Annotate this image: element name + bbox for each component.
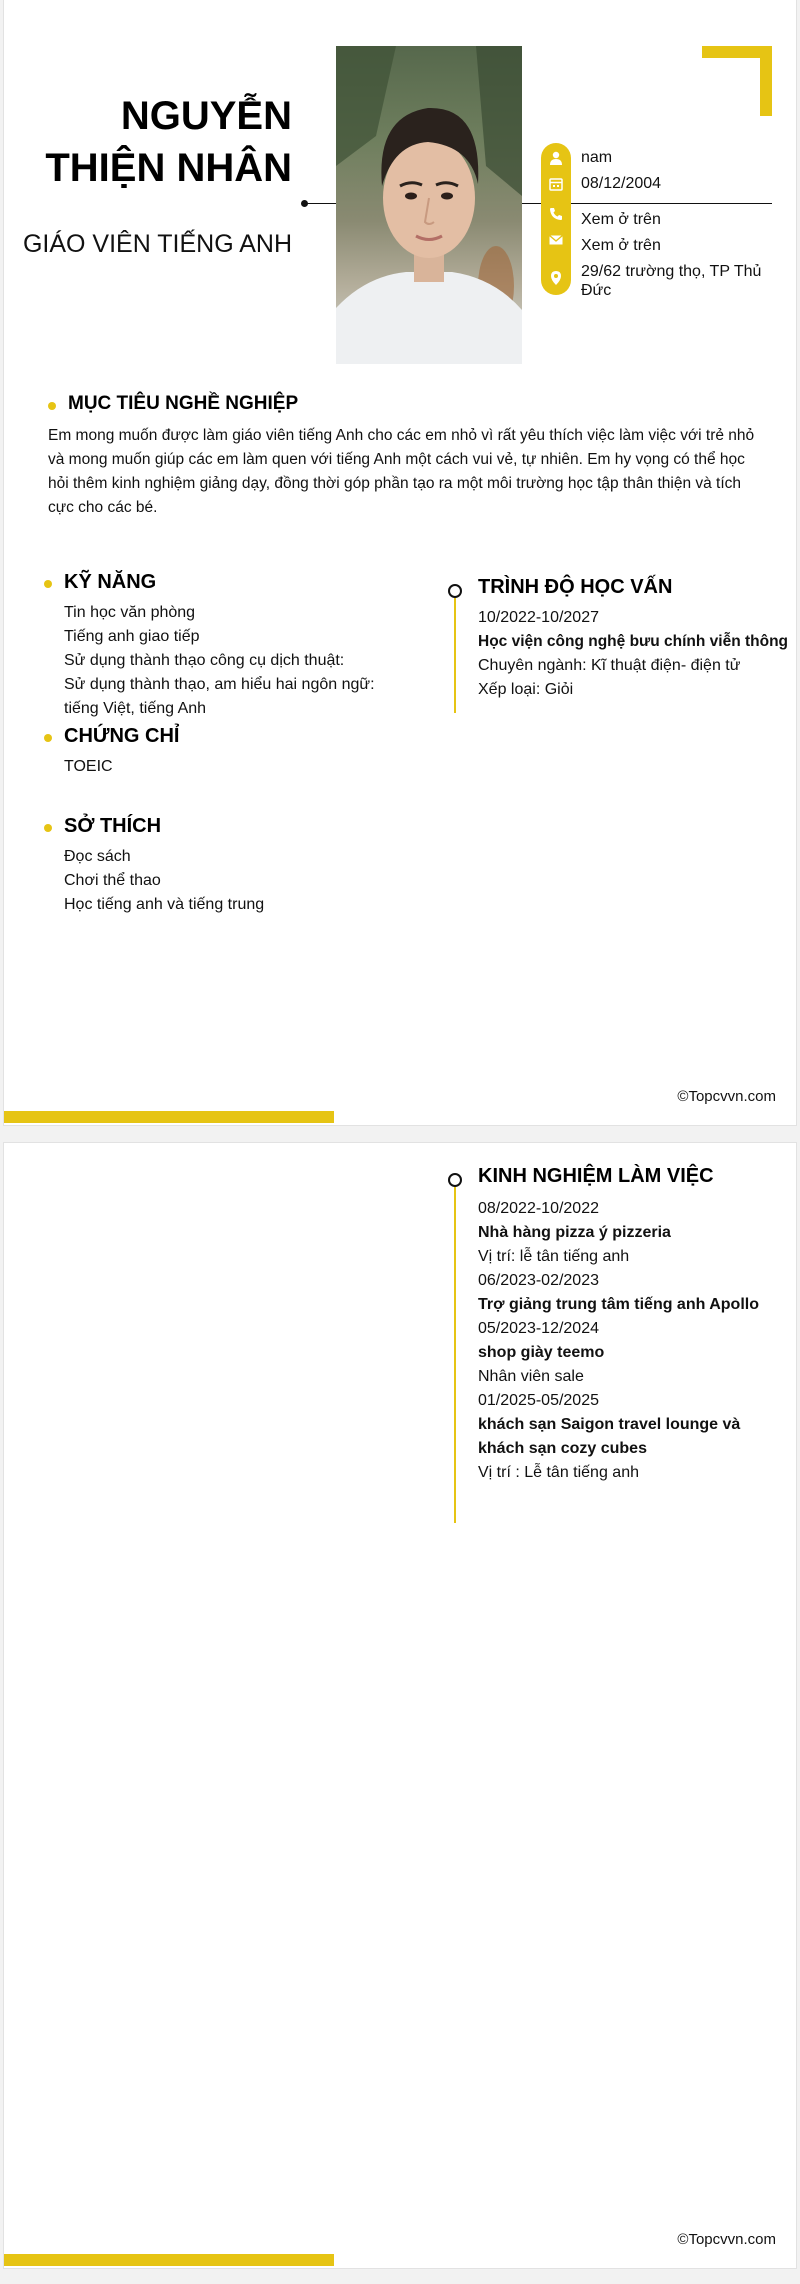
list-item: Tin học văn phòng xyxy=(64,604,196,621)
certificates-title: CHỨNG CHỈ xyxy=(64,725,180,747)
timeline-circle xyxy=(448,1173,462,1187)
job-role: Nhân viên sale xyxy=(478,1368,584,1385)
corner-decoration xyxy=(702,46,772,116)
footer-copyright[interactable]: ©Topcvvn.com xyxy=(677,2231,776,2248)
timeline-line xyxy=(454,1187,456,1523)
job-period: 05/2023-12/2024 xyxy=(478,1320,599,1337)
cv-page-1 xyxy=(4,0,796,1125)
list-item: Sử dụng thành thạo công cụ dịch thuật: xyxy=(64,652,345,669)
skills-list xyxy=(64,601,384,721)
contact-phone[interactable]: Xem ở trên xyxy=(581,211,661,228)
divider-dot-left xyxy=(301,200,308,207)
job-period: 08/2022-10/2022 xyxy=(478,1200,599,1217)
list-item: tiếng Việt, tiếng Anh xyxy=(64,700,207,717)
job-period: 06/2023-02/2023 xyxy=(478,1272,599,1289)
phone-icon xyxy=(548,206,564,222)
job-role: Vị trí: lễ tân tiếng anh xyxy=(478,1248,630,1265)
education-title: TRÌNH ĐỘ HỌC VẤN xyxy=(478,576,673,598)
name-line-1: NGUYỄN xyxy=(120,94,292,138)
calendar-icon xyxy=(548,176,564,192)
profile-photo xyxy=(336,46,522,364)
mail-icon xyxy=(548,232,564,248)
experience-title: KINH NGHIỆM LÀM VIỆC xyxy=(478,1165,714,1187)
job-title: GIÁO VIÊN TIẾNG ANH xyxy=(22,230,292,258)
contact-gender: nam xyxy=(581,149,613,166)
experience-list xyxy=(478,1197,778,1485)
name-line-2: THIỆN NHÂN xyxy=(45,146,292,190)
list-item: Chơi thể thao xyxy=(64,872,161,889)
education-period: 10/2022-10/2027 xyxy=(478,609,599,626)
section-bullet xyxy=(48,402,56,410)
section-bullet xyxy=(44,580,52,588)
candidate-name xyxy=(0,90,292,194)
contact-icon-strip xyxy=(541,143,571,295)
list-item: Sử dụng thành thạo, am hiểu hai ngôn ngữ: xyxy=(64,676,375,693)
user-icon xyxy=(548,150,564,166)
contact-birthday: 08/12/2004 xyxy=(581,175,662,192)
footer-accent-bar xyxy=(4,1111,334,1123)
list-item: TOEIC xyxy=(64,758,113,775)
timeline-line xyxy=(454,598,456,713)
contact-address: 29/62 trường thọ, TP Thủ Đức xyxy=(581,263,762,299)
timeline-circle xyxy=(448,584,462,598)
job-company: Trợ giảng trung tâm tiếng anh Apollo xyxy=(478,1296,759,1313)
job-period: 01/2025-05/2025 xyxy=(478,1392,599,1409)
footer-accent-bar xyxy=(4,2254,334,2266)
job-company: shop giày teemo xyxy=(478,1344,605,1361)
list-item: Học tiếng anh và tiếng trung xyxy=(64,896,265,913)
job-company: khách sạn Saigon travel lounge và khách sạn cozy cubes xyxy=(478,1416,741,1457)
section-bullet xyxy=(44,824,52,832)
list-item: Đọc sách xyxy=(64,848,131,865)
list-item: Tiếng anh giao tiếp xyxy=(64,628,200,645)
location-icon xyxy=(548,270,564,286)
objective-title: MỤC TIÊU NGHỀ NGHIỆP xyxy=(68,393,299,414)
section-bullet xyxy=(44,734,52,742)
hobbies-list xyxy=(64,845,264,917)
certificates-list xyxy=(64,755,113,779)
education-grade: Xếp loại: Giỏi xyxy=(478,681,574,698)
job-company: Nhà hàng pizza ý pizzeria xyxy=(478,1224,671,1241)
education-entry xyxy=(478,606,789,702)
job-role: Vị trí : Lễ tân tiếng anh xyxy=(478,1464,639,1481)
hobbies-title: SỞ THÍCH xyxy=(64,815,162,837)
education-major: Chuyên ngành: Kĩ thuật điện- điện tử xyxy=(478,657,741,674)
contact-email[interactable]: Xem ở trên xyxy=(581,237,661,254)
cv-page-2 xyxy=(4,1143,796,2268)
education-school: Học viện công nghệ bưu chính viễn thông xyxy=(478,633,789,650)
objective-text: Em mong muốn được làm giáo viên tiếng Anh cho các em nhỏ vì rất yêu thích việc làm việc với trẻ nhỏ và mong muốn giúp các em làm quen với tiếng Anh một cách vui vẻ, tự nhiên. Em hy vọng có thể học hỏi thêm kinh nghiệm giảng dạy, đồng thời góp phần tạo ra một môi trường học tập thân thiện và tích cực cho các bé. xyxy=(48,427,755,516)
divider-line-left xyxy=(304,203,336,204)
skills-title: KỸ NĂNG xyxy=(64,571,157,593)
footer-copyright[interactable]: ©Topcvvn.com xyxy=(677,1088,776,1105)
